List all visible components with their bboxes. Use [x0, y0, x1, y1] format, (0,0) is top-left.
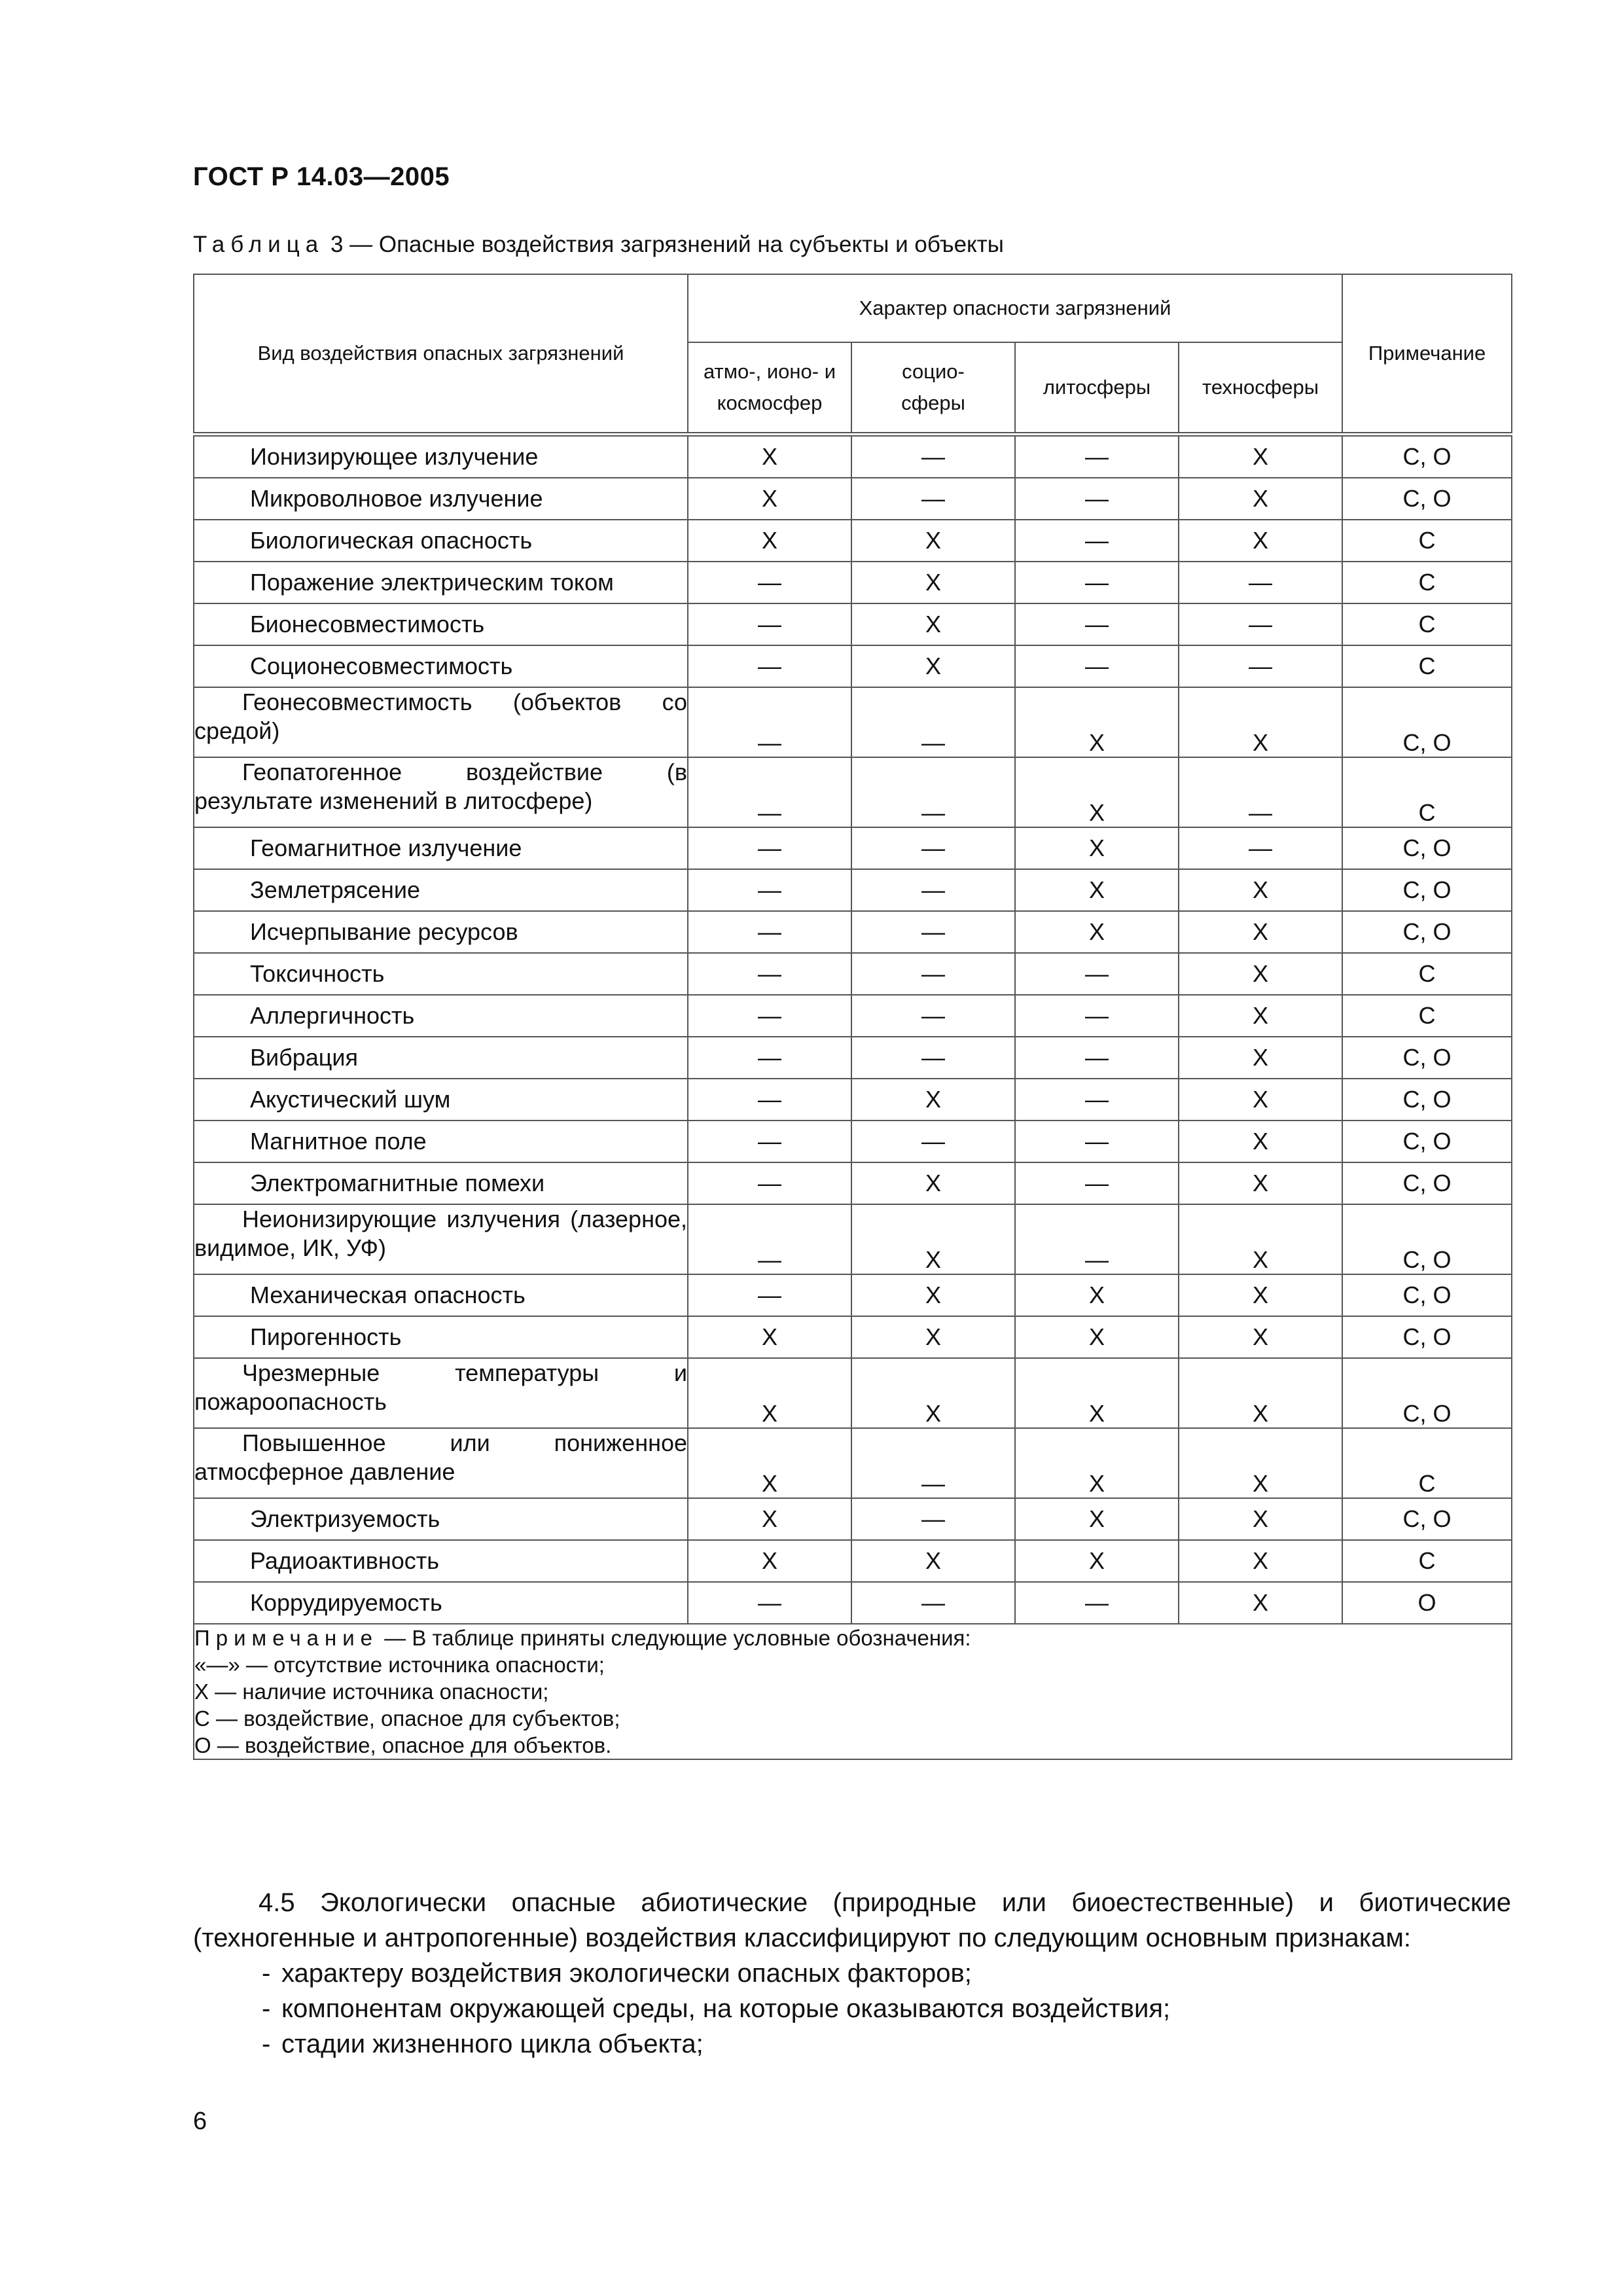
note-cell: С, О	[1342, 827, 1512, 869]
footnote-line: О — воздействие, опасное для объектов.	[194, 1733, 612, 1757]
hazard-socio-cell: X	[851, 1162, 1015, 1204]
table-footnote	[194, 1624, 1512, 1759]
hazard-socio-cell: —	[851, 1037, 1015, 1079]
note-cell: С, О	[1342, 1037, 1512, 1079]
note-cell: С, О	[1342, 1204, 1512, 1274]
hazard-litho-cell: X	[1015, 1540, 1179, 1582]
table-caption-label: Таблица	[193, 232, 325, 257]
table-row	[194, 1582, 1512, 1624]
hazard-techno-cell: X	[1179, 520, 1342, 562]
col-header-note: Примечание	[1342, 274, 1512, 435]
hazard-socio-cell: —	[851, 1498, 1015, 1540]
table-body	[194, 435, 1512, 1624]
impact-name: Повышенное или пониженное атмосферное давление	[194, 1429, 687, 1485]
impact-name-cell	[194, 603, 688, 645]
note-cell: С	[1342, 757, 1512, 827]
note-cell: С, О	[1342, 869, 1512, 911]
impact-name: Чрезмерные температуры и пожароопасность	[194, 1359, 687, 1415]
hazard-atmo-cell: X	[688, 435, 851, 478]
bullet-text: характеру воздействия экологически опасных факторов;	[281, 1959, 972, 1988]
hazard-socio-cell: X	[851, 1274, 1015, 1316]
note-cell: С	[1342, 645, 1512, 687]
hazard-socio-cell: —	[851, 1582, 1015, 1624]
hazard-techno-cell: X	[1179, 869, 1342, 911]
note-cell: С, О	[1342, 1274, 1512, 1316]
note-cell: С, О	[1342, 1316, 1512, 1358]
footnote-label: Примечание	[194, 1626, 379, 1650]
hazard-atmo-cell: X	[688, 1428, 851, 1498]
bullet-marker: -	[262, 2030, 271, 2058]
hazard-socio-cell: —	[851, 1121, 1015, 1162]
table-row	[194, 869, 1512, 911]
impact-name: Аллергичность	[250, 1002, 415, 1029]
note-cell: С, О	[1342, 1498, 1512, 1540]
hazard-atmo-cell: —	[688, 687, 851, 757]
impact-name: Биологическая опасность	[250, 527, 533, 554]
hazard-techno-cell: X	[1179, 687, 1342, 757]
note-cell: О	[1342, 1582, 1512, 1624]
hazard-litho-cell: —	[1015, 478, 1179, 520]
impact-name: Геомагнитное излучение	[250, 834, 522, 861]
hazard-socio-cell: —	[851, 478, 1015, 520]
hazard-atmo-cell: —	[688, 1037, 851, 1079]
hazard-techno-cell: X	[1179, 1204, 1342, 1274]
hazard-techno-cell: X	[1179, 1316, 1342, 1358]
impact-name-cell	[194, 1274, 688, 1316]
note-cell: С	[1342, 562, 1512, 603]
hazard-atmo-cell: X	[688, 1498, 851, 1540]
impact-name-cell	[194, 1204, 688, 1274]
hazard-atmo-cell: —	[688, 1121, 851, 1162]
hazard-litho-cell: —	[1015, 1582, 1179, 1624]
note-cell: С	[1342, 953, 1512, 995]
table-row	[194, 953, 1512, 995]
hazard-litho-cell: X	[1015, 911, 1179, 953]
hazard-techno-cell: X	[1179, 1274, 1342, 1316]
hazard-socio-cell: —	[851, 687, 1015, 757]
impact-name-cell	[194, 1582, 688, 1624]
hazard-atmo-cell: —	[688, 1079, 851, 1121]
table-row	[194, 1037, 1512, 1079]
bullet-item	[193, 1956, 1511, 1991]
hazard-techno-cell: —	[1179, 603, 1342, 645]
impact-name-cell	[194, 1037, 688, 1079]
hazard-litho-cell: X	[1015, 869, 1179, 911]
note-cell: С, О	[1342, 911, 1512, 953]
table-row	[194, 1274, 1512, 1316]
table-row	[194, 911, 1512, 953]
impact-name-cell	[194, 435, 688, 478]
impact-name-cell	[194, 478, 688, 520]
table-row	[194, 562, 1512, 603]
table-row	[194, 478, 1512, 520]
hazard-socio-cell: X	[851, 520, 1015, 562]
impact-name-cell	[194, 757, 688, 827]
impact-name-cell	[194, 1162, 688, 1204]
impact-name: Вибрация	[250, 1044, 359, 1071]
hazard-atmo-cell: —	[688, 1274, 851, 1316]
table-row	[194, 1428, 1512, 1498]
impact-name: Поражение электрическим током	[250, 569, 614, 596]
hazard-atmo-cell: —	[688, 911, 851, 953]
hazard-atmo-cell: —	[688, 869, 851, 911]
table-row	[194, 603, 1512, 645]
hazard-litho-cell: —	[1015, 603, 1179, 645]
impact-name-cell	[194, 1358, 688, 1428]
body-text	[193, 1885, 1511, 2062]
footnote-intro: — В таблице приняты следующие условные обозначения:	[378, 1626, 971, 1650]
hazard-atmo-cell: —	[688, 827, 851, 869]
hazard-socio-cell: X	[851, 1204, 1015, 1274]
impact-name-cell	[194, 562, 688, 603]
hazard-socio-cell: —	[851, 995, 1015, 1037]
hazard-socio-cell: X	[851, 645, 1015, 687]
col-header-techno: техносферы	[1179, 342, 1342, 435]
impact-name: Пирогенность	[250, 1323, 402, 1350]
hazard-atmo-cell: X	[688, 1540, 851, 1582]
table-row	[194, 1540, 1512, 1582]
page-number: 6	[193, 2108, 207, 2135]
impact-name: Бионесовместимость	[250, 611, 485, 637]
hazard-litho-cell: X	[1015, 1316, 1179, 1358]
impact-name-cell	[194, 1316, 688, 1358]
hazard-techno-cell: —	[1179, 562, 1342, 603]
impact-name: Исчерпывание ресурсов	[250, 918, 518, 945]
table-row	[194, 435, 1512, 478]
hazard-socio-cell: —	[851, 827, 1015, 869]
note-cell: С, О	[1342, 1162, 1512, 1204]
impact-name: Механическая опасность	[250, 1282, 526, 1308]
impact-name: Радиоактивность	[250, 1547, 440, 1574]
hazard-litho-cell: —	[1015, 520, 1179, 562]
table-row	[194, 1162, 1512, 1204]
hazard-socio-cell: X	[851, 1316, 1015, 1358]
hazard-techno-cell: X	[1179, 1162, 1342, 1204]
impact-name-cell	[194, 869, 688, 911]
hazard-atmo-cell: —	[688, 757, 851, 827]
impact-name-cell	[194, 645, 688, 687]
impact-name: Неионизирующие излучения (лазерное, видимое, ИК, УФ)	[194, 1206, 687, 1261]
note-cell: С, О	[1342, 1358, 1512, 1428]
hazard-litho-cell: —	[1015, 645, 1179, 687]
bullet-item	[193, 1991, 1511, 2026]
hazard-litho-cell: —	[1015, 1121, 1179, 1162]
impact-name-cell	[194, 1498, 688, 1540]
impact-name-cell	[194, 1079, 688, 1121]
note-cell: С	[1342, 603, 1512, 645]
hazard-atmo-cell: X	[688, 520, 851, 562]
hazard-atmo-cell: X	[688, 478, 851, 520]
impact-name-cell	[194, 520, 688, 562]
hazard-litho-cell: —	[1015, 953, 1179, 995]
hazard-socio-cell: —	[851, 757, 1015, 827]
bullet-marker: -	[262, 1994, 271, 2023]
note-cell: С, О	[1342, 1121, 1512, 1162]
note-cell: С	[1342, 520, 1512, 562]
hazard-atmo-cell: —	[688, 1582, 851, 1624]
col-header-socio-line1: социо-	[902, 359, 965, 383]
table-row	[194, 1121, 1512, 1162]
impact-name: Электромагнитные помехи	[250, 1170, 545, 1196]
hazard-socio-cell: X	[851, 562, 1015, 603]
hazard-techno-cell: X	[1179, 435, 1342, 478]
bullet-item	[193, 2026, 1511, 2062]
hazard-techno-cell: X	[1179, 1498, 1342, 1540]
bullet-text: компонентам окружающей среды, на которые оказываются воздействия;	[281, 1994, 1171, 2023]
hazard-socio-cell: X	[851, 1079, 1015, 1121]
hazard-techno-cell: X	[1179, 1582, 1342, 1624]
col-header-atmo	[688, 342, 851, 435]
note-cell: С	[1342, 995, 1512, 1037]
document-code: ГОСТ Р 14.03—2005	[193, 162, 450, 191]
hazard-litho-cell: X	[1015, 1428, 1179, 1498]
table-row	[194, 1316, 1512, 1358]
hazard-socio-cell: —	[851, 1428, 1015, 1498]
table-row	[194, 1204, 1512, 1274]
col-header-socio	[851, 342, 1015, 435]
hazard-techno-cell: —	[1179, 827, 1342, 869]
impact-name: Магнитное поле	[250, 1128, 427, 1155]
impact-name-cell	[194, 827, 688, 869]
impact-name-cell	[194, 911, 688, 953]
note-cell: С, О	[1342, 1079, 1512, 1121]
hazard-techno-cell: X	[1179, 995, 1342, 1037]
footnote-line: Х — наличие источника опасности;	[194, 1679, 549, 1704]
impact-name: Акустический шум	[250, 1086, 451, 1113]
col-header-socio-line2: сферы	[901, 391, 965, 414]
impact-name: Коррудируемость	[250, 1589, 442, 1616]
hazards-table	[193, 274, 1512, 1760]
note-cell: С, О	[1342, 435, 1512, 478]
hazard-techno-cell: X	[1179, 911, 1342, 953]
impact-name: Соционесовместимость	[250, 653, 513, 679]
hazard-atmo-cell: —	[688, 1162, 851, 1204]
note-cell: С	[1342, 1428, 1512, 1498]
hazard-litho-cell: —	[1015, 1162, 1179, 1204]
note-cell: С, О	[1342, 687, 1512, 757]
impact-name-cell	[194, 1428, 688, 1498]
hazard-techno-cell: X	[1179, 1121, 1342, 1162]
hazard-litho-cell: X	[1015, 827, 1179, 869]
hazard-litho-cell: X	[1015, 1274, 1179, 1316]
table-row	[194, 687, 1512, 757]
hazard-litho-cell: —	[1015, 1204, 1179, 1274]
hazard-socio-cell: X	[851, 1358, 1015, 1428]
footnote-line: «—» — отсутствие источника опасности;	[194, 1653, 605, 1677]
bullet-marker: -	[262, 1959, 271, 1988]
hazard-techno-cell: X	[1179, 1079, 1342, 1121]
impact-name: Геопатогенное воздействие (в результате изменений в литосфере)	[194, 759, 687, 814]
note-cell: С	[1342, 1540, 1512, 1582]
table-row	[194, 1498, 1512, 1540]
hazard-litho-cell: —	[1015, 435, 1179, 478]
table-row	[194, 1079, 1512, 1121]
hazard-techno-cell: X	[1179, 953, 1342, 995]
hazard-litho-cell: —	[1015, 1079, 1179, 1121]
col-header-impact: Вид воздействия опасных загрязнений	[194, 274, 688, 435]
impact-name-cell	[194, 1540, 688, 1582]
hazard-socio-cell: —	[851, 911, 1015, 953]
impact-name-cell	[194, 1121, 688, 1162]
hazard-litho-cell: X	[1015, 757, 1179, 827]
bullet-text: стадии жизненного цикла объекта;	[281, 2030, 704, 2058]
note-cell: С, О	[1342, 478, 1512, 520]
hazard-techno-cell: —	[1179, 645, 1342, 687]
impact-name-cell	[194, 953, 688, 995]
hazard-litho-cell: X	[1015, 1498, 1179, 1540]
table-caption-title: 3 — Опасные воздействия загрязнений на субъекты и объекты	[324, 232, 1004, 257]
impact-name: Электризуемость	[250, 1505, 440, 1532]
hazard-litho-cell: X	[1015, 1358, 1179, 1428]
hazard-atmo-cell: X	[688, 1316, 851, 1358]
hazard-socio-cell: X	[851, 603, 1015, 645]
hazard-socio-cell: —	[851, 953, 1015, 995]
hazard-techno-cell: —	[1179, 757, 1342, 827]
table-caption	[193, 232, 1004, 258]
hazard-litho-cell: —	[1015, 1037, 1179, 1079]
col-header-litho: литосферы	[1015, 342, 1179, 435]
table-row	[194, 1358, 1512, 1428]
table-row	[194, 827, 1512, 869]
table-row	[194, 757, 1512, 827]
impact-name: Ионизирующее излучение	[250, 443, 539, 470]
hazard-litho-cell: —	[1015, 995, 1179, 1037]
impact-name: Токсичность	[250, 960, 385, 987]
hazard-atmo-cell: —	[688, 995, 851, 1037]
hazard-litho-cell: —	[1015, 562, 1179, 603]
col-header-atmo-line1: атмо-, ионо- и	[703, 359, 836, 383]
hazard-socio-cell: X	[851, 1540, 1015, 1582]
impact-name: Микроволновое излучение	[250, 485, 543, 512]
hazard-atmo-cell: —	[688, 953, 851, 995]
impact-name: Геонесовместимость (объектов со средой)	[194, 689, 687, 744]
footnote-line: С — воздействие, опасное для субъектов;	[194, 1706, 620, 1731]
col-header-atmo-line2: космосфер	[717, 391, 823, 414]
table-row	[194, 995, 1512, 1037]
impact-name-cell	[194, 687, 688, 757]
hazard-atmo-cell: —	[688, 645, 851, 687]
hazard-atmo-cell: X	[688, 1358, 851, 1428]
hazard-atmo-cell: —	[688, 562, 851, 603]
hazard-atmo-cell: —	[688, 1204, 851, 1274]
hazard-techno-cell: X	[1179, 1428, 1342, 1498]
hazard-litho-cell: X	[1015, 687, 1179, 757]
col-header-group: Характер опасности загрязнений	[688, 274, 1342, 342]
hazard-socio-cell: —	[851, 869, 1015, 911]
hazard-socio-cell: —	[851, 435, 1015, 478]
impact-name: Землетрясение	[250, 876, 420, 903]
table-row	[194, 645, 1512, 687]
impact-name-cell	[194, 995, 688, 1037]
section-paragraph: 4.5 Экологически опасные абиотические (природные или биоестественные) и биотические (техногенные и антропогенные) воздействия классифицируют по следующим основным признакам:	[193, 1888, 1511, 1952]
hazard-techno-cell: X	[1179, 1358, 1342, 1428]
table-row	[194, 520, 1512, 562]
hazard-atmo-cell: —	[688, 603, 851, 645]
hazard-techno-cell: X	[1179, 478, 1342, 520]
hazard-techno-cell: X	[1179, 1540, 1342, 1582]
hazard-techno-cell: X	[1179, 1037, 1342, 1079]
